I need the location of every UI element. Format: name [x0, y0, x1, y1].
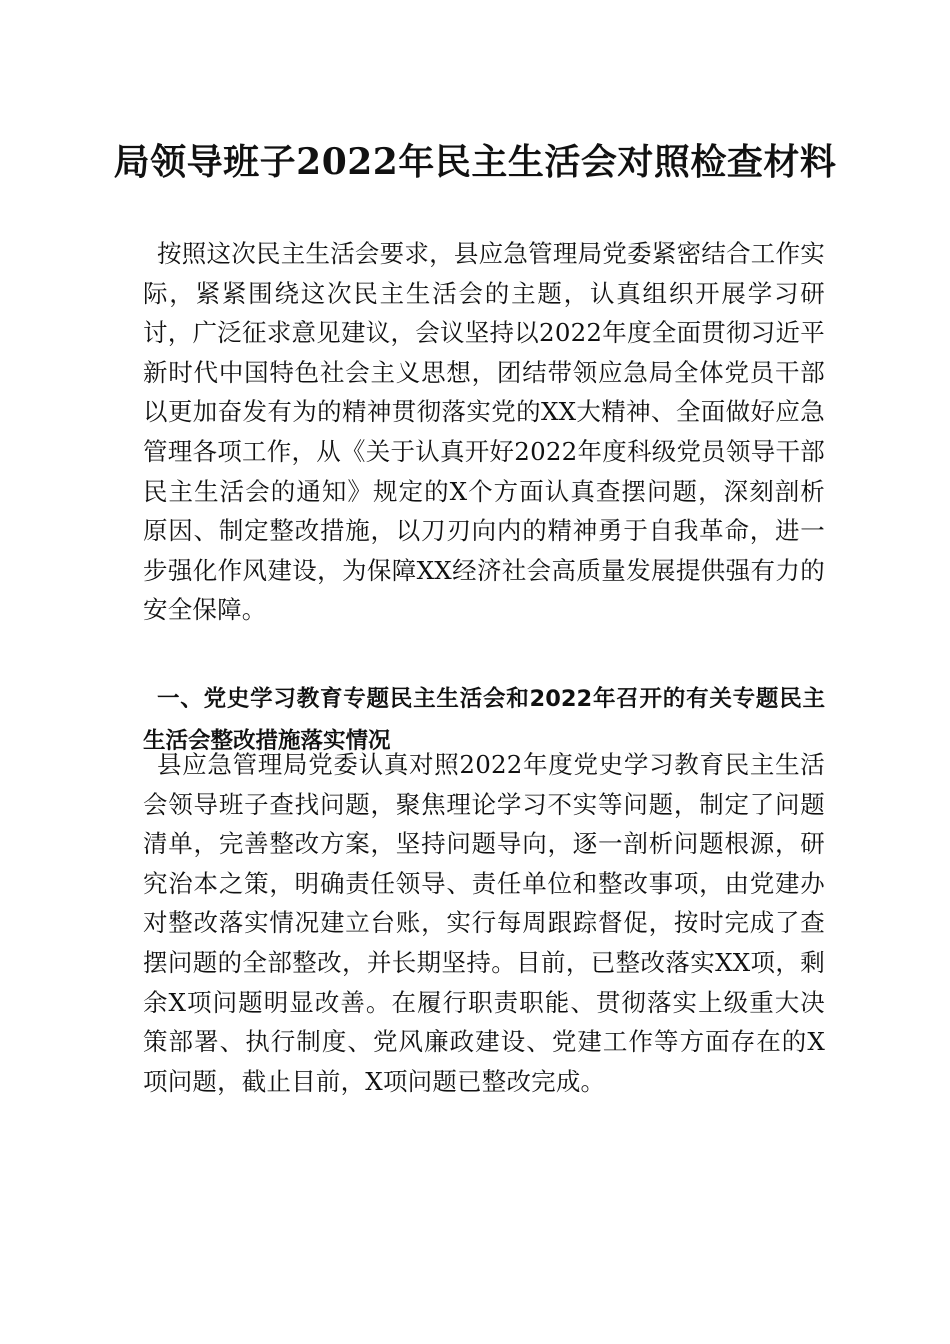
section-1-paragraph: 县应急管理局党委认真对照2022年度党史学习教育民主生活会领导班子查找问题，聚焦理论学习不实等问题，制定了问题清单，完善整改方案，坚持问题导向，逐一剖析问题根源，研究治本之策，明确责任领导、责任单位和整改事项，由党建办对整改落实情况建立台账，实行每周跟踪督促，按时完成了查摆问题的全部整改，并长期坚持。目前，已整改落实XX项，剩余X项问题明显改善。在履行职责职能、贯彻落实上级重大决策部署、执行制度、党风廉政建设、党建工作等方面存在的X项问题，截止目前，X项问题已整改完成。 — [143, 750, 825, 1096]
document-title: 局领导班子2022年民主生活会对照检查材料 — [113, 141, 837, 183]
intro-paragraph: 按照这次民主生活会要求，县应急管理局党委紧密结合工作实际，紧紧围绕这次民主生活会的主题，认真组织开展学习研讨，广泛征求意见建议，会议坚持以2022年度全面贯彻习近平新时代中国特色社会主义思想，团结带领应急局全体党员干部以更加奋发有为的精神贯彻落实党的XX大精神、全面做好应急管理各项工作，从《关于认真开好2022年度科级党员领导干部民主生活会的通知》规定的X个方面认真查摆问题，深刻剖析原因、制定整改措施，以刀刃向内的精神勇于自我革命，进一步强化作风建设，为保障XX经济社会高质量发展提供强有力的安全保障。 — [143, 239, 825, 625]
section-1-heading: 一、党史学习教育专题民主生活会和2022年召开的有关专题民主生活会整改措施落实情况 — [143, 686, 825, 754]
